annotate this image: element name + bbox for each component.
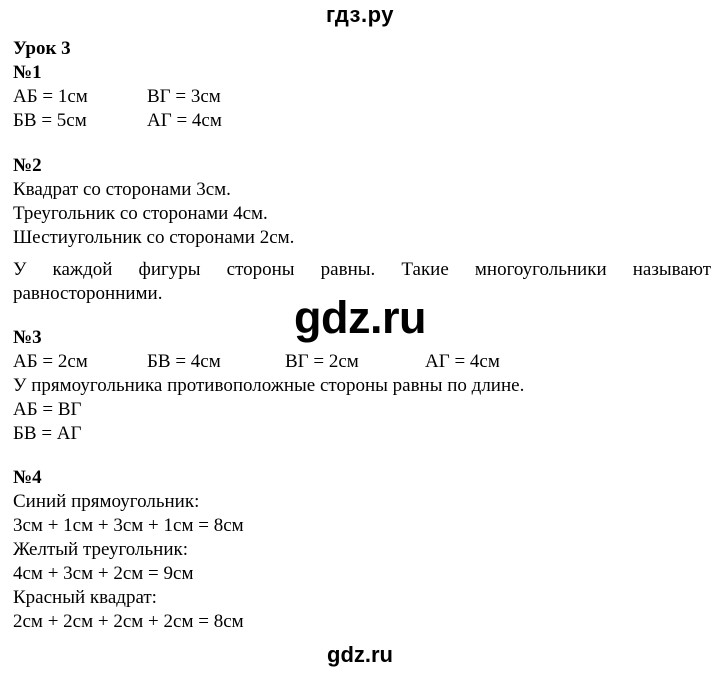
ex2-line-triangle: Треугольник со сторонами 4см. (13, 203, 268, 224)
watermark-logo: gdz.ru (294, 292, 426, 343)
exercise-3-number: №3 (13, 327, 42, 348)
ex1-measure-ag: АГ = 4см (147, 110, 222, 131)
ex3-equality-1: АБ = ВГ (13, 399, 82, 420)
exercise-4-number: №4 (13, 467, 42, 488)
ex1-measure-vg: ВГ = 3см (147, 86, 221, 107)
ex4-yellow-triangle-sum: 4см + 3см + 2см = 9см (13, 563, 194, 584)
ex4-blue-rectangle-sum: 3см + 1см + 3см + 1см = 8см (13, 515, 244, 536)
ex2-conclusion-line-1: У каждой фигуры стороны равны. Такие многоугольники называют (13, 259, 711, 280)
exercise-1-number: №1 (13, 62, 42, 83)
ex1-measure-bv: БВ = 5см (13, 110, 87, 131)
ex4-blue-rectangle-label: Синий прямоугольник: (13, 491, 200, 512)
ex3-measure-bv: БВ = 4см (147, 351, 221, 372)
site-header[interactable]: гдз.ру (326, 2, 394, 27)
ex4-yellow-triangle-label: Желтый треугольник: (13, 539, 189, 560)
ex2-conclusion-line-2: равносторонними. (13, 283, 163, 304)
ex3-measure-ab: АБ = 2см (13, 351, 88, 372)
lesson-title: Урок 3 (13, 38, 71, 59)
ex3-equality-2: БВ = АГ (13, 423, 82, 444)
ex3-measure-ag: АГ = 4см (425, 351, 500, 372)
site-footer[interactable]: gdz.ru (327, 642, 393, 667)
ex2-line-square: Квадрат со сторонами 3см. (13, 179, 231, 200)
exercise-2-number: №2 (13, 155, 42, 176)
ex3-measure-vg: ВГ = 2см (285, 351, 359, 372)
ex3-statement: У прямоугольника противоположные стороны равны по длине. (13, 375, 525, 396)
ex1-measure-ab: АБ = 1см (13, 86, 88, 107)
ex4-red-square-sum: 2см + 2см + 2см + 2см = 8см (13, 611, 244, 632)
ex4-red-square-label: Красный квадрат: (13, 587, 157, 608)
ex2-line-hexagon: Шестиугольник со сторонами 2см. (13, 227, 295, 248)
